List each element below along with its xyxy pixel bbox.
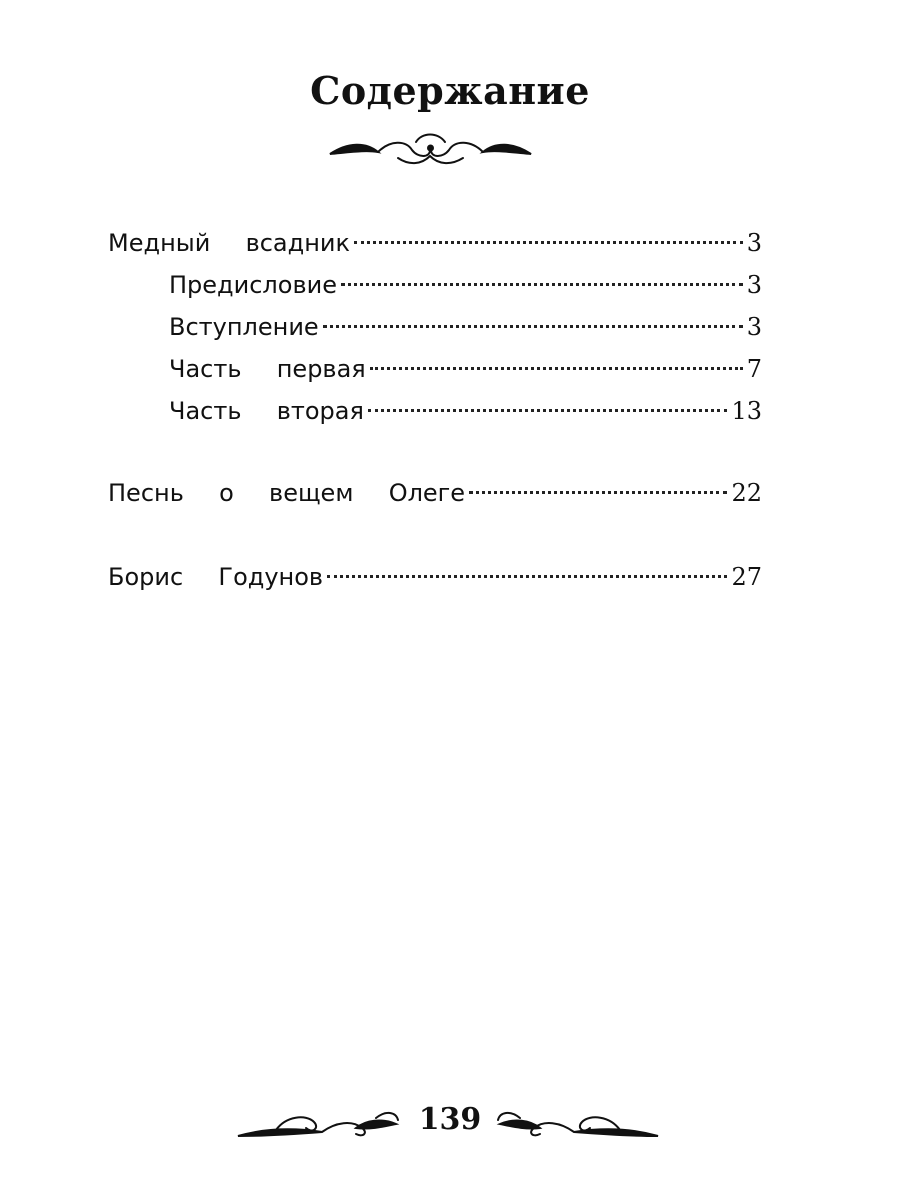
dot-leader [323,325,743,328]
toc-entry-page: 3 [746,271,762,299]
toc-entry-page: 7 [746,355,762,383]
toc-entry-label: Часть первая [169,355,366,383]
toc-entry-vstuplenie[interactable] [169,310,762,344]
page-number: 139 [418,1102,482,1137]
dot-leader [368,409,728,412]
toc-entry-label: Предисловие [169,271,337,299]
toc-entry-page: 27 [731,563,762,591]
toc-entry-label: Вступление [169,313,319,341]
toc-entry-chast-pervaya[interactable] [169,352,762,386]
toc-entry-predislovie[interactable] [169,268,762,302]
toc-entry-label: Часть вторая [169,397,364,425]
toc-entry-boris-godunov[interactable] [108,560,762,594]
dot-leader [341,283,743,286]
dot-leader [469,491,727,494]
page-title: Содержание [310,68,590,113]
toc-entry-label: Борис Годунов [108,563,324,591]
toc-entry-pesn-o-veshchem-olege[interactable] [108,476,762,510]
dot-leader [370,367,743,370]
toc-entry-page: 13 [731,397,762,425]
toc-entry-mednyi-vsadnik[interactable] [108,226,762,260]
toc-entry-page: 3 [746,313,762,341]
dot-leader [327,575,727,578]
toc-entry-label: Медный всадник [108,229,350,257]
toc-entry-page: 22 [731,479,762,507]
toc-entry-page: 3 [746,229,762,257]
title-ornament [328,128,533,170]
toc-entry-chast-vtoraya[interactable] [169,394,762,428]
dot-leader [354,241,743,244]
toc-entry-label: Песнь о вещем Олеге [108,479,466,507]
